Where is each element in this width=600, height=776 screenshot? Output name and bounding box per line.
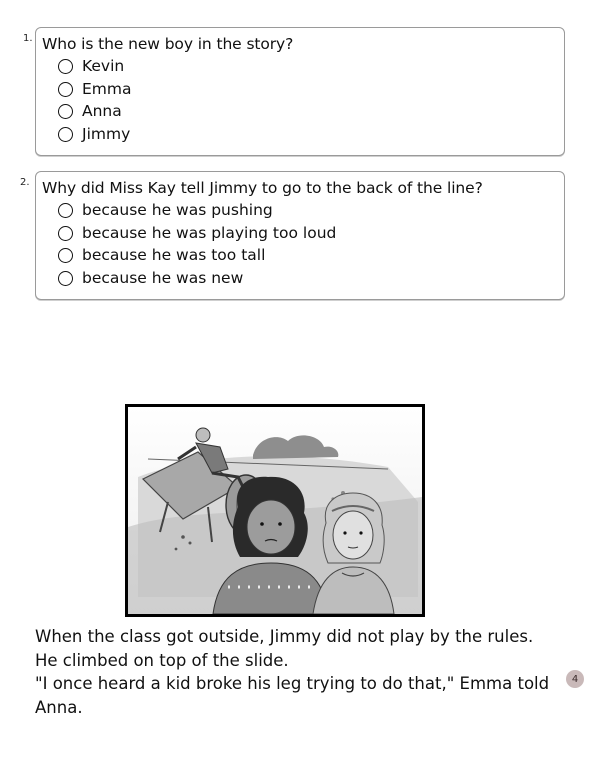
question-1-number: 1. <box>23 33 33 44</box>
option-label: because he was playing too loud <box>82 224 337 242</box>
radio-button[interactable] <box>58 127 73 142</box>
radio-button[interactable] <box>58 203 73 218</box>
story-paragraph-2: "I once heard a kid broke his leg trying to do that," Emma told Anna. <box>35 674 550 717</box>
option-label: Emma <box>82 80 132 98</box>
radio-button[interactable] <box>58 104 73 119</box>
radio-button[interactable] <box>58 248 73 263</box>
question-2-number: 2. <box>20 177 30 188</box>
question-1-text: Who is the new boy in the story? <box>42 35 294 53</box>
question-2-option-1[interactable] <box>58 200 273 220</box>
question-2-box <box>35 171 565 300</box>
radio-button[interactable] <box>58 271 73 286</box>
option-label: Anna <box>82 102 122 120</box>
radio-button[interactable] <box>58 59 73 74</box>
question-1-option-1[interactable] <box>58 56 124 76</box>
option-label: Jimmy <box>82 125 131 143</box>
question-2-option-3[interactable] <box>58 245 265 265</box>
radio-button[interactable] <box>58 226 73 241</box>
option-label: because he was new <box>82 269 244 287</box>
story-paragraph-1: When the class got outside, Jimmy did not play by the rules. He climbed on top of the slide. <box>35 627 534 670</box>
question-1-option-3[interactable] <box>58 101 122 121</box>
radio-button[interactable] <box>58 82 73 97</box>
option-label: because he was pushing <box>82 201 273 219</box>
option-label: Kevin <box>82 57 125 75</box>
page-number-badge: 4 <box>566 670 584 688</box>
question-1-box <box>35 27 565 156</box>
question-2-option-2[interactable] <box>58 223 336 243</box>
question-1-option-4[interactable] <box>58 124 130 144</box>
story-text <box>35 625 555 719</box>
question-1-option-2[interactable] <box>58 79 132 99</box>
option-label: because he was too tall <box>82 246 266 264</box>
story-illustration <box>125 404 425 617</box>
question-2-option-4[interactable] <box>58 268 243 288</box>
playground-illustration-icon <box>128 407 422 614</box>
question-2-text: Why did Miss Kay tell Jimmy to go to the back of the line? <box>42 179 483 197</box>
